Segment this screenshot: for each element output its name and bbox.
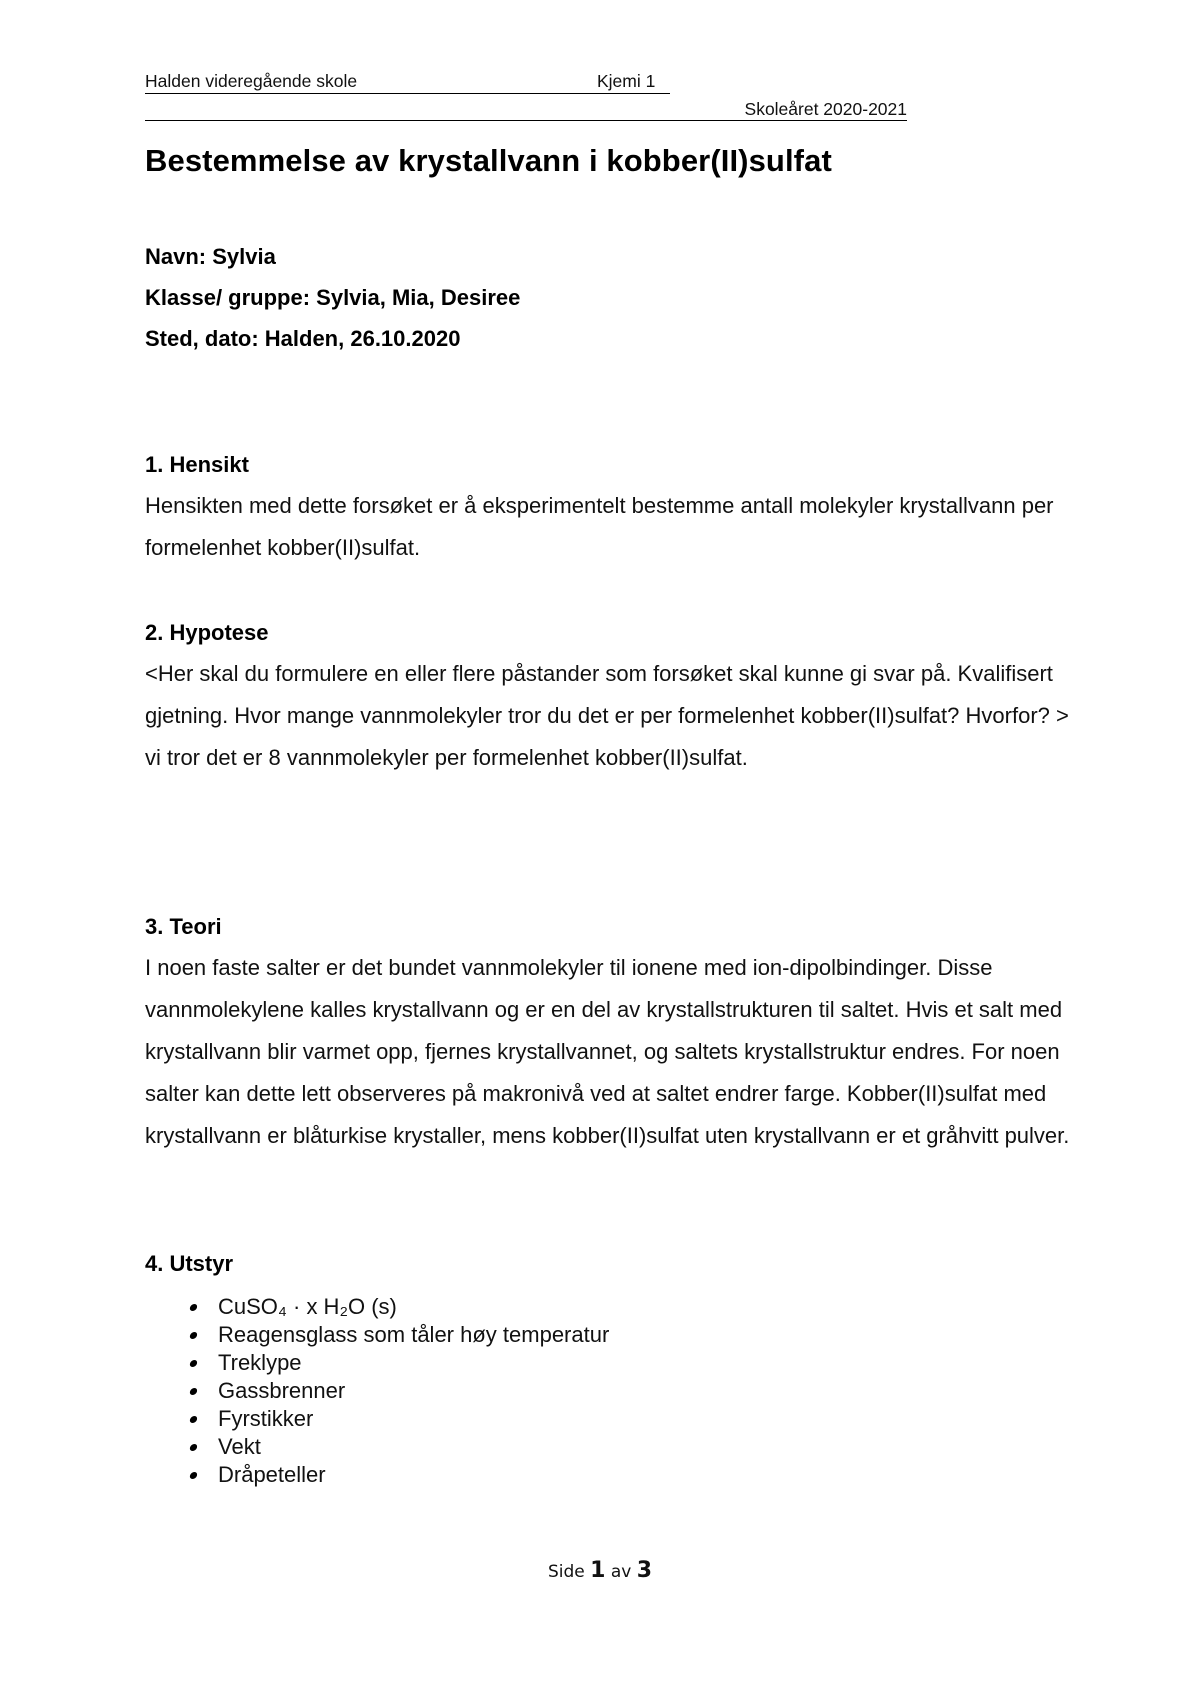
equipment-list [190,1293,609,1489]
name-line: Navn: Sylvia [145,244,276,269]
equipment-item: CuSO₄ · x H₂O (s) [218,1294,397,1319]
list-item [190,1349,609,1377]
bullet-icon [189,1472,198,1479]
list-item [190,1321,609,1349]
equipment-heading: 4. Utstyr [145,1251,234,1276]
place-date-line: Sted, dato: Halden, 26.10.2020 [145,326,461,351]
header-line-2 [145,99,907,121]
theory-text: I noen faste salter er det bundet vannmolekyler til ionene med ion-dipolbindinger. Disse vannmolekylene kalles krystallvann og er en del av krystallstrukturen til saltet. Hvis et salt med krystallvann blir varmet opp, fjernes krystallvannet, og saltets krystallstruktur endres. For noen salter kan dette lett observeres på makronivå ved at saltet endrer farge. Kobber(II)sulfat med krystallvann er blåturkise krystaller, mens kobber(II)sulfat uten krystallvann er et gråhvitt pulver. [145,955,1070,1148]
header-rule-1 [145,93,670,94]
document-title: Bestemmelse av krystallvann i kobber(II)sulfat [145,143,832,178]
bullet-icon [189,1416,198,1423]
list-item [190,1433,609,1461]
bullet-icon [189,1332,198,1339]
list-item [190,1405,609,1433]
list-item [190,1293,609,1321]
school-name: Halden videregående skole [145,71,358,91]
footer-total-pages: 3 [636,1558,653,1583]
purpose-text: Hensikten med dette forsøket er å eksperimentelt bestemme antall molekyler krystallvann per formelenhet kobber(II)sulfat. [145,493,1054,560]
header-line [145,71,670,93]
hypothesis-text: <Her skal du formulere en eller flere påstander som forsøket skal kunne gi svar på. Kvalifisert gjetning. Hvor mange vannmolekyler tror du det er per formelenhet kobber(II)sulfat? Hvorfor? > vi tror det er 8 vannmolekyler per formelenhet kobber(II)sulfat. [145,661,1069,770]
page-footer [0,1558,1200,1583]
list-item [190,1377,609,1405]
list-item [190,1461,609,1489]
bullet-icon [189,1360,198,1367]
school-year: Skoleåret 2020-2021 [744,99,907,119]
bullet-icon [189,1304,198,1311]
footer-page-number: 1 [590,1558,606,1583]
equipment-item: Treklype [218,1350,302,1375]
equipment-item: Gassbrenner [218,1378,346,1403]
equipment-item: Fyrstikker [218,1406,314,1431]
footer-of-label: av [610,1562,632,1582]
hypothesis-heading: 2. Hypotese [145,620,269,645]
equipment-item: Reagensglass som tåler høy temperatur [218,1322,610,1347]
equipment-item: Dråpeteller [218,1462,326,1487]
equipment-item: Vekt [218,1434,261,1459]
theory-heading: 3. Teori [145,914,222,939]
bullet-icon [189,1444,198,1451]
purpose-heading: 1. Hensikt [145,452,249,477]
subject-name: Kjemi 1 [597,71,656,91]
bullet-icon [189,1388,198,1395]
group-line: Klasse/ gruppe: Sylvia, Mia, Desiree [145,285,521,310]
footer-side-label: Side [547,1562,585,1582]
header-rule-2 [145,120,907,121]
